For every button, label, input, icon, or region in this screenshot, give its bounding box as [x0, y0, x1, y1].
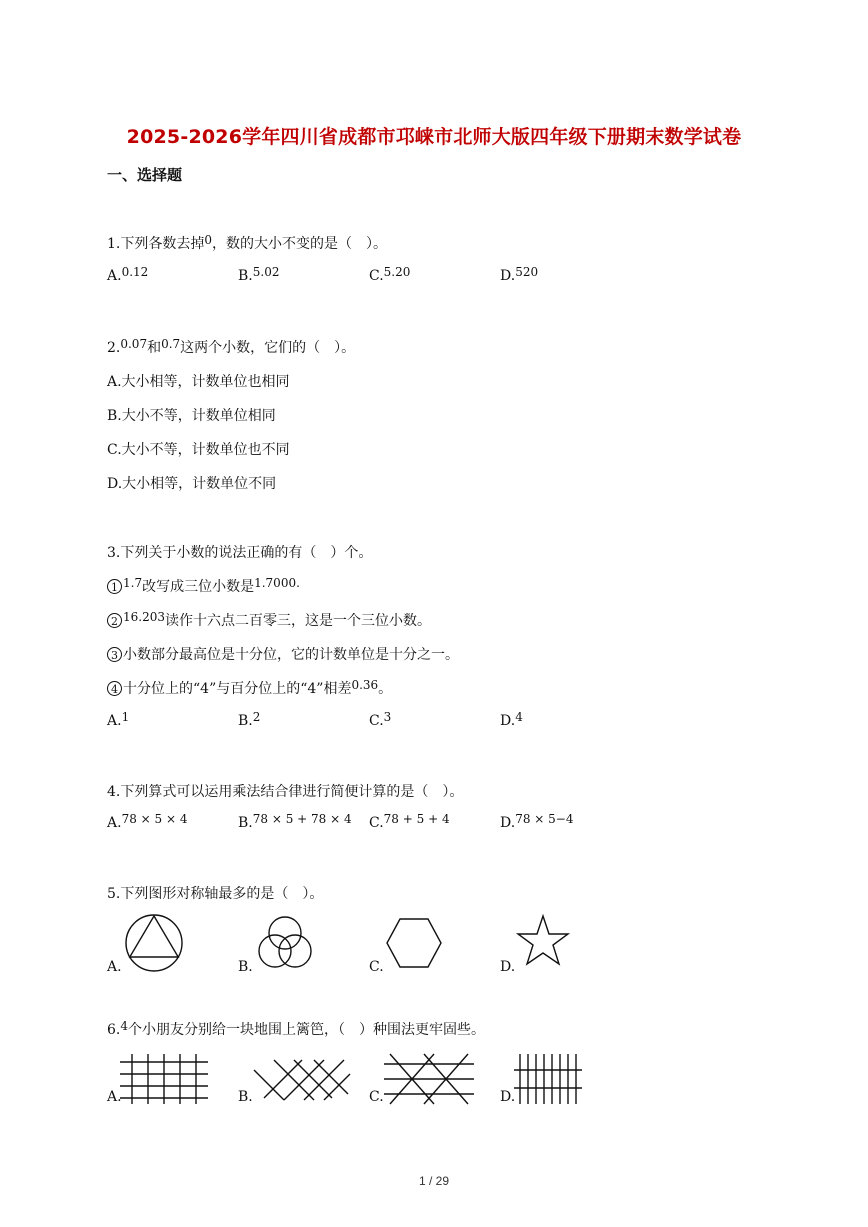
circled-number: 1 [107, 579, 122, 594]
vertical-fence-icon [514, 1054, 584, 1104]
question-3-option-d[interactable]: D.4 [500, 710, 523, 729]
question-1-stem: 1.下列各数去掉0，数的大小不变的是（ ）。 [107, 233, 387, 252]
question-3-statement-3: 3 小数部分最高位是十分位，它的计数单位是十分之一。 [107, 644, 459, 664]
page-number: 1 / 29 [418, 1174, 450, 1188]
question-2-option-d[interactable]: D.大小相等，计数单位不同 [107, 476, 277, 492]
question-6-option-a[interactable]: A. [107, 1089, 122, 1105]
question-4-option-a[interactable]: A.78 × 5 × 4 [107, 812, 188, 831]
question-5-stem: 5.下列图形对称轴最多的是（ ）。 [107, 886, 324, 902]
question-4-stem: 4.下列算式可以运用乘法结合律进行简便计算的是（ ）。 [107, 784, 464, 800]
question-6-option-c[interactable]: C. [369, 1089, 384, 1105]
question-2-option-b[interactable]: B.大小不等，计数单位相同 [107, 408, 276, 424]
star-icon [516, 914, 570, 968]
question-1-option-c[interactable]: C.5.20 [369, 265, 411, 284]
document-title: 2025-2026学年四川省成都市邛崃市北师大版四年级下册期末数学试卷 [126, 126, 742, 148]
question-1-option-a[interactable]: A.0.12 [107, 265, 149, 284]
question-3-option-a[interactable]: A.1 [107, 710, 130, 729]
question-3-statement-1: 1 1.7改写成三位小数是1.7000. [107, 576, 300, 596]
question-6-option-b[interactable]: B. [238, 1089, 253, 1105]
question-5-option-b[interactable]: B. [238, 959, 253, 975]
circled-number: 4 [107, 681, 122, 696]
question-2-option-c[interactable]: C.大小不等，计数单位也不同 [107, 442, 290, 458]
question-3-statement-4: 4 十分位上的“4”与百分位上的“4”相差0.36。 [107, 678, 392, 698]
question-5-option-a[interactable]: A. [107, 959, 122, 975]
question-4-option-b[interactable]: B.78 × 5 + 78 × 4 [238, 812, 352, 831]
question-4-option-d[interactable]: D.78 × 5−4 [500, 812, 574, 831]
hexagon-icon [386, 918, 442, 968]
question-5-option-d[interactable]: D. [500, 959, 516, 975]
question-2-option-a[interactable]: A.大小相等，计数单位也相同 [107, 374, 290, 390]
circled-number: 2 [107, 613, 122, 628]
question-6-stem: 6.4个小朋友分别给一块地围上篱笆，（ ）种围法更牢固些。 [107, 1019, 485, 1038]
diamond-fence-icon [252, 1058, 352, 1102]
triquetra-icon [255, 915, 315, 973]
circled-number: 3 [107, 647, 122, 662]
question-5-option-c[interactable]: C. [369, 959, 384, 975]
question-6-option-d[interactable]: D. [500, 1089, 516, 1105]
question-3-statement-2: 2 16.203读作十六点二百零三，这是一个三位小数。 [107, 610, 431, 630]
question-3-option-b[interactable]: B.2 [238, 710, 261, 729]
triangle-fence-icon [384, 1054, 476, 1104]
question-1-option-d[interactable]: D.520 [500, 265, 539, 284]
question-2-stem: 2.0.07和0.7这两个小数，它们的（ ）。 [107, 337, 356, 356]
section-heading: 一、选择题 [107, 166, 183, 184]
grid-fence-icon [120, 1054, 210, 1104]
question-1-option-b[interactable]: B.5.02 [238, 265, 280, 284]
question-4-option-c[interactable]: C.78 + 5 + 4 [369, 812, 450, 831]
question-3-option-c[interactable]: C.3 [369, 710, 392, 729]
question-3-stem: 3.下列关于小数的说法正确的有（ ）个。 [107, 545, 373, 561]
circle-triangle-icon [124, 913, 184, 973]
